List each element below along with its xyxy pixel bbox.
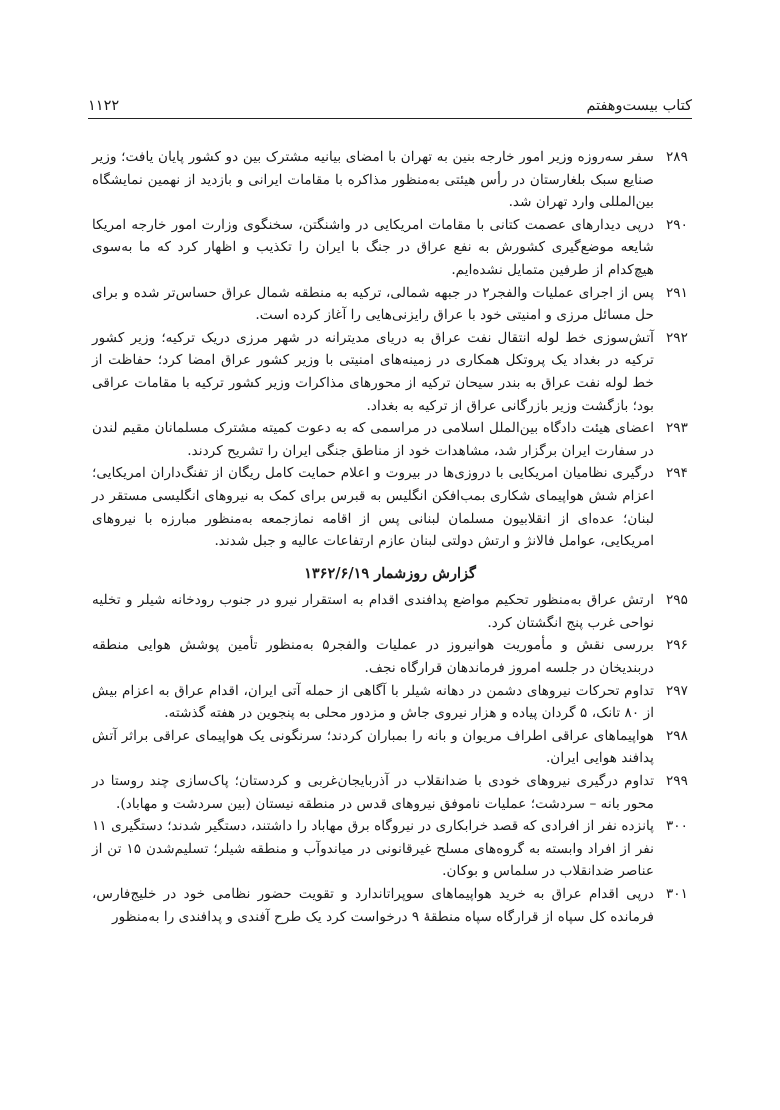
entry-number: ۲۹۲ <box>665 329 688 346</box>
entry-text: پانزده نفر از افرادی که قصد خرابکاری در نیروگاه برق مهاباد را داشتند، دستگیر شدند؛ دستگیری ۱۱ نفر از افراد وابسته به گروه‌های مسلح غیرقانونی در میاندوآب و منطقه شیلر؛ تسلیم‌شدن ۱۵ تن از عناصر ضدانقلاب در سلماس و بوکان. <box>92 818 654 880</box>
entry-299 <box>92 770 688 815</box>
entry-300 <box>92 815 688 883</box>
entry-number: ۲۸۹ <box>665 149 688 165</box>
entry-text: تداوم تحرکات نیروهای دشمن در دهانه شیلر با آگاهی از حمله آتی ایران، اقدام عراق به اعزام بیش از ۸۰ تانک، ۵ گردان پیاده و هزار نیروی جاش و مزدور محلی به پنجوین در هفته گذشته. <box>92 682 654 722</box>
entry-number: ۲۹۸ <box>665 727 688 744</box>
entry-number: ۲۹۰ <box>665 216 688 233</box>
entry-text: هواپیماهای عراقی اطراف مریوان و بانه را بمباران کردند؛ سرنگونی یک هواپیمای عراقی براثر آتش پدافند هوایی ایران. <box>92 727 654 767</box>
entry-text: تداوم درگیری نیروهای خودی با ضدانقلاب در آذربایجان‌غربی و کردستان؛ پاک‌سازی چند روستا در محور بانه – سردشت؛ عملیات ناموفق نیروهای قدس در منطقه نیستان (بین سردشت و مهاباد). <box>92 773 654 812</box>
entry-290 <box>92 214 688 282</box>
entry-301 <box>92 883 688 928</box>
entry-number: ۲۹۵ <box>665 592 688 609</box>
entry-number: ۲۹۶ <box>665 637 688 654</box>
section-title: گزارش روزشمار ۱۳۶۲/۶/۱۹ <box>304 564 476 582</box>
entry-number: ۲۹۳ <box>665 420 688 437</box>
entry-294 <box>92 462 688 552</box>
entry-text: درپی دیدارهای عصمت کتانی با مقامات امریکایی در واشنگتن، سخنگوی وزارت امور خارجه امریکا شایعه موضع‌گیری کشورش به نفع عراق در جنگ با ایران را تکذیب و اظهار کرد که ما به‌سوی هیچ‌کدام از طرفین متمایل نشده‌ایم. <box>92 216 654 278</box>
entry-text: بررسی نقش و مأموریت هوانیروز در عملیات والفجر۵ به‌منظور تأمین پوشش هوایی منطقه دربندیخان در جلسه امروز فرماندهان قرارگاه نجف. <box>92 637 654 677</box>
entry-text: اعضای هیئت دادگاه بین‌الملل اسلامی در مراسمی که به دعوت کمیته مشترک مسلمانان مقیم لندن در سفارت ایران برگزار شد، مشاهدات خود از مناطق جنگی ایران را تشریح کردند. <box>92 420 654 459</box>
entry-text: درگیری نظامیان امریکایی با دروزی‌ها در بیروت و اعلام حمایت کامل ریگان از تفنگ‌داران امریکایی؛ اعزام شش هواپیمای شکاری بمب‌افکن انگلیس به قبرس برای کمک به نیروهای انگلیسی مستقر در لبنان؛ عده‌ای از انقلابیون مسلمان لبنانی پس از اقامه نمازجمعه به‌منظور مبارزه با نیروهای امریکایی، عوامل فالانژ و ارتش دولتی لبنان عازم ارتفاعات عالیه و جبل شدند. <box>92 465 654 550</box>
entry-number: ۲۹۴ <box>665 465 688 482</box>
book-title: کتاب بیست‌وهفتم <box>586 98 692 114</box>
page-header <box>88 88 692 114</box>
entry-297 <box>92 680 688 725</box>
entry-296 <box>92 634 688 679</box>
entry-291 <box>92 282 688 327</box>
entry-number: ۳۰۱ <box>665 886 688 902</box>
entry-text: سفر سه‌روزه وزیر امور خارجه بنین به تهران با امضای بیانیه مشترک بین دو کشور پایان یافت؛ وزیر صنایع سبک بلغارستان در رأس هیئتی به‌منظور مذاکره با مقامات ایرانی و بازدید از نهمین نمایشگاه بین‌المللی وارد تهران شد. <box>92 149 654 211</box>
entry-number: ۲۹۱ <box>665 284 688 301</box>
entry-295 <box>92 589 688 634</box>
entry-number: ۳۰۰ <box>665 818 688 835</box>
entry-number: ۲۹۷ <box>665 682 688 699</box>
entry-text: آتش‌سوزی خط لوله انتقال نفت عراق به دریای مدیترانه در شهر مرزی دریک ترکیه؛ وزیر کشور ترکیه در بغداد یک پروتکل همکاری در زمینه‌های امنیتی با وزیر کشور عراق امضا کرد؛ حفاظت از خط لوله نفت عراق به بندر سیحان ترکیه از محورهای مذاکرات وزیر کشور ترکیه با مقامات عراقی بود؛ بازگشت وزیر بازرگانی عراق از ترکیه به بغداد. <box>92 329 654 414</box>
page-number: ۱۱۲۲ <box>88 98 120 114</box>
entry-289 <box>92 146 688 214</box>
entry-number: ۲۹۹ <box>665 773 688 790</box>
entry-292 <box>92 327 688 417</box>
entry-text: ارتش عراق به‌منظور تحکیم مواضع پدافندی اقدام به استقرار نیرو در جنوب رودخانه شیلر و تخلیه نواحی غرب پنج انگشتان کرد. <box>92 592 654 631</box>
header-rule <box>88 118 692 119</box>
page-body <box>92 146 688 928</box>
entry-298 <box>92 725 688 770</box>
entry-293 <box>92 417 688 462</box>
entry-text: درپی اقدام عراق به خرید هواپیماهای سوپراتاندارد و تقویت حضور نظامی خود در خلیج‌فارس، فرمانده کل سپاه از قرارگاه سپاه منطقهٔ ۹ درخواست کرد یک طرح آفندی و پدافندی را به‌منظور <box>92 886 654 925</box>
entry-text: پس از اجرای عملیات والفجر۲ در جبهه شمالی، ترکیه به منطقه شمال عراق حساس‌تر شده و برای حل مسائل مرزی و امنیتی خود با عراق رایزنی‌هایی را آغاز کرده است. <box>92 284 654 324</box>
